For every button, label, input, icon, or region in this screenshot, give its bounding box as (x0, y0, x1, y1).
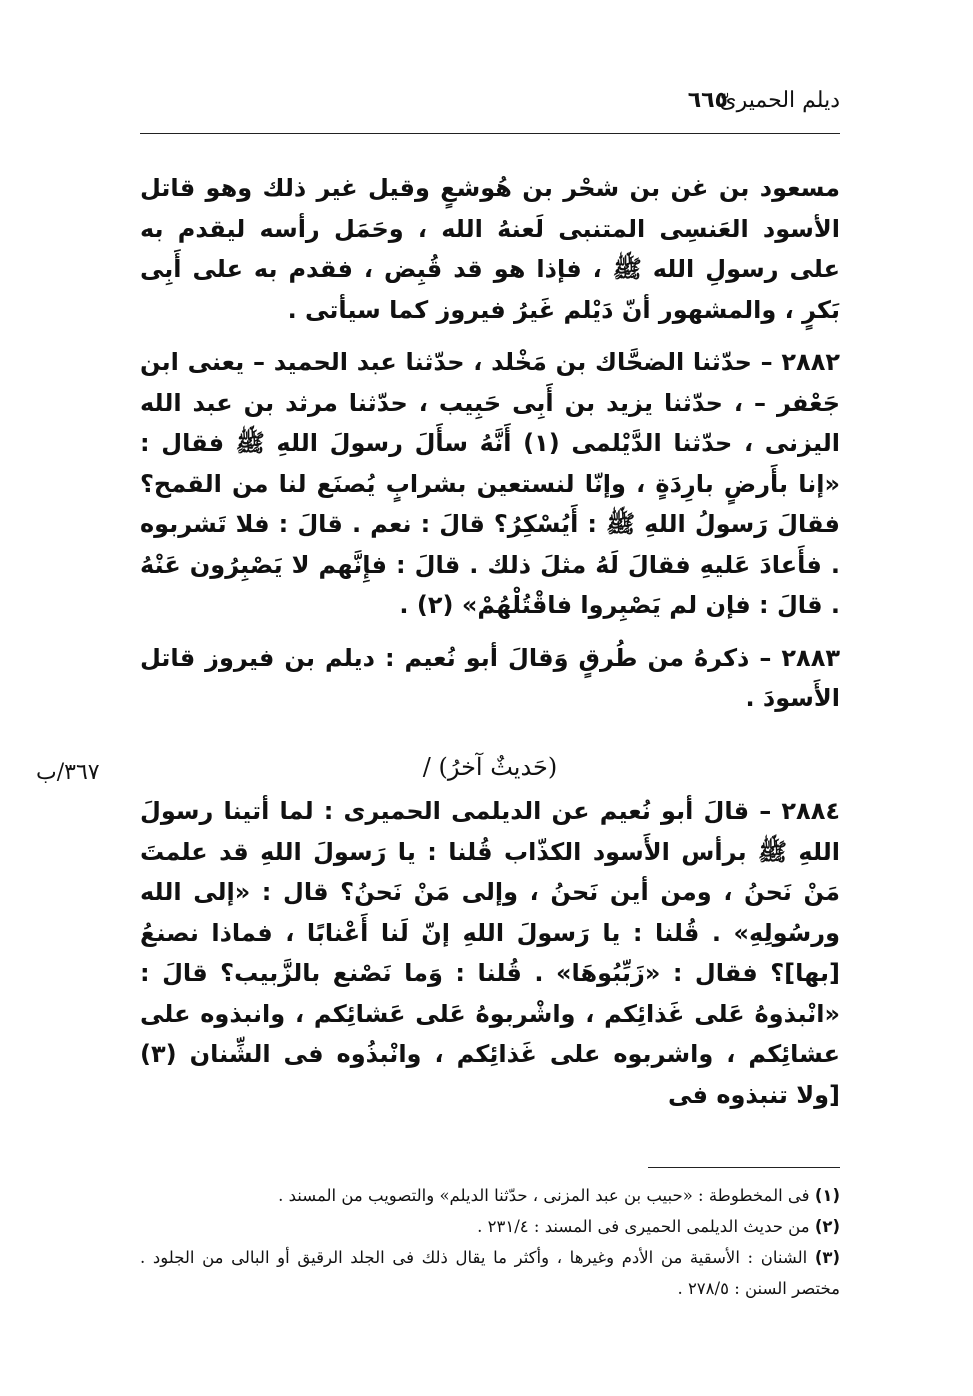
footnote-rule (648, 1167, 840, 1168)
footnote-1 (140, 1180, 840, 1211)
footnote-text: من حديث الديلمى الحميرى فى المسند : ٢٣١/٤ . (477, 1217, 810, 1236)
footnote-3 (140, 1242, 840, 1304)
footnote-text: الشنان : الأسقية من الأدم وغيرها ، وأكثر ما يقال ذلك فى الجلد الرقيق أو البالى من الجلود . مختصر السنن : ٢٧٨/٥ . (140, 1248, 840, 1298)
section-heading: (حَديثٌ آخرُ) / (422, 752, 558, 781)
manuscript-folio-note: ٣٦٧/ب (36, 760, 100, 785)
hadith-2883: ٢٨٨٣ – ذكرهُ من طُرقٍ وَقالَ أبو نُعيم : ديلم بن فيروز قاتل الأَسودَ . (140, 643, 840, 712)
paragraph-continuation: مسعود بن غن بن شحْر بن هُوشعٍ وقيل غير ذلك وهو قاتل الأسود العَنسِى المتنبى لَعنهُ الله ، وحَمَل رأسه ليقدم به على رسولِ الله ﷺ ، فإذا هو قد قُبِض ، فقدم به على أَبِى بَكرٍ ، والمشهور أنّ دَيْلم غَيرُ فيروز كما سيأتى . (140, 174, 840, 324)
page-number: ٦٦٥ (687, 88, 728, 113)
footnote-number: (٣) (814, 1248, 840, 1267)
footnote-2 (140, 1211, 840, 1242)
footnote-number: (١) (814, 1186, 840, 1205)
hadith-2882: ٢٨٨٢ – حدّثنا الضحَّاك بن مَخْلد ، حدّثنا عبد الحميد – يعنى ابن جَعْفر – ، حدّثنا يزيد بن أَبِى حَبِيب ، حدّثنا مرثد بن عبد الله اليزنى ، حدّثنا الدَّيْلمى (١) أَنَّهُ سأَلَ رسولَ اللهِ ﷺ فقال : «إنا بأَرضٍ بارِدَةٍ ، وإنّا لنستعين بشرابٍ يُصنَع لنا من القمح؟ فقالَ رَسولُ اللهِ ﷺ : أَيُسْكِرُ؟ قالَ : نعم . قالَ : فلا تَشربوه . فأَعادَ عَليهِ فقالَ لَهُ مثلَ ذلك . قالَ : فإِنَّهم لا يَصْبِرُون عَنْهُ . قالَ : فإن لم يَصْبِروا فاقْتُلْهُمْ» (٢) . (140, 348, 841, 619)
footnote-number: (٢) (814, 1217, 840, 1236)
footnotes (140, 1180, 840, 1304)
main-text (140, 168, 840, 1115)
hadith-2884: ٢٨٨٤ – قالَ أبو نُعيم عن الديلمى الحميرى : لما أتينا رسولَ اللهِ ﷺ برأس الأَسود الكذّاب قُلنا : يا رَسولَ اللهِ قد علمتَ مَنْ نَحنُ ، ومن أين نَحنُ ، وإلى مَنْ نَحنُ؟ قال : «إلى الله ورسُولِهِ» . قُلنا : يا رَسولَ اللهِ إنّ لَنا أَعْنابًا ، فماذا نصنعُ [بها]؟ فقال : «زَبِّبُوهَا» . قُلنا : وَما نَصْنع بالزَّبيب؟ قالَ : «انْبذوهُ عَلى غَذائِكم ، واشْربوهُ عَلى عَشائِكم ، وانبذوه على عشائِكم ، واشربوه على غَذائِكم ، وانْبذُوه فى الشِّنان (٣) [ولا تنبذوه فى (140, 797, 840, 1109)
header-rule (140, 133, 840, 134)
running-title: ديلم الحميرىّ (719, 88, 840, 113)
running-head (140, 88, 840, 128)
footnote-text: فى المخطوطة : «حبيب بن عبد المزنى ، حدّثنا الديلم» والتصويب من المسند . (278, 1186, 810, 1205)
